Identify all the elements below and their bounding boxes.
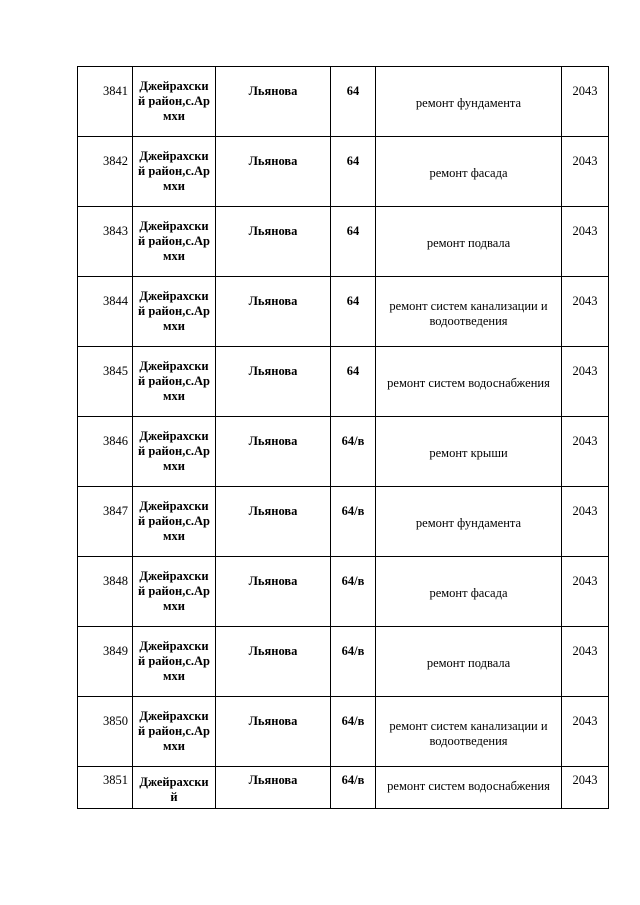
year-value: 2043 — [572, 574, 598, 588]
street-name: Льянова — [248, 714, 298, 728]
row-number: 3848 — [103, 574, 128, 588]
work-type-cell — [376, 67, 562, 137]
row-number-cell — [78, 277, 133, 347]
year-value: 2043 — [572, 364, 598, 378]
row-number-cell — [78, 137, 133, 207]
house-number: 64 — [346, 364, 360, 378]
row-number: 3851 — [103, 773, 128, 787]
row-number: 3845 — [103, 364, 128, 378]
street-cell — [216, 487, 331, 557]
work-type-cell — [376, 767, 562, 809]
table-row — [78, 627, 609, 697]
row-number-cell — [78, 347, 133, 417]
work-type-cell — [376, 207, 562, 277]
work-type: ремонт фасада — [429, 166, 508, 180]
district-name: Джейрахский район,с.Армхи — [138, 639, 210, 683]
street-name: Льянова — [248, 504, 298, 518]
year-value: 2043 — [572, 224, 598, 238]
house-cell — [331, 767, 376, 809]
house-cell — [331, 137, 376, 207]
year-value: 2043 — [572, 294, 598, 308]
house-cell — [331, 207, 376, 277]
street-name: Льянова — [248, 773, 298, 787]
district-cell — [133, 67, 216, 137]
year-cell — [562, 207, 609, 277]
table-row — [78, 277, 609, 347]
table-body — [78, 67, 609, 809]
table-row — [78, 347, 609, 417]
year-value: 2043 — [572, 644, 598, 658]
year-cell — [562, 697, 609, 767]
district-cell — [133, 207, 216, 277]
street-cell — [216, 767, 331, 809]
work-type-cell — [376, 347, 562, 417]
work-type: ремонт крыши — [429, 446, 508, 460]
house-number: 64/в — [341, 434, 365, 448]
table-row — [78, 67, 609, 137]
street-name: Льянова — [248, 574, 298, 588]
year-value: 2043 — [572, 504, 598, 518]
work-type-cell — [376, 487, 562, 557]
work-type-cell — [376, 277, 562, 347]
house-number: 64 — [346, 154, 360, 168]
house-cell — [331, 557, 376, 627]
work-type: ремонт фундамента — [415, 96, 522, 110]
year-cell — [562, 347, 609, 417]
street-name: Льянова — [248, 434, 298, 448]
house-cell — [331, 347, 376, 417]
district-cell — [133, 627, 216, 697]
table-row — [78, 557, 609, 627]
work-type: ремонт систем канализации и водоотведения — [389, 298, 548, 328]
row-number-cell — [78, 557, 133, 627]
street-name: Льянова — [248, 364, 298, 378]
year-cell — [562, 767, 609, 809]
house-number: 64/в — [341, 644, 365, 658]
district-name: Джейрахский район,с.Армхи — [138, 709, 210, 753]
district-cell — [133, 697, 216, 767]
house-cell — [331, 697, 376, 767]
year-value: 2043 — [572, 773, 598, 787]
row-number: 3847 — [103, 504, 128, 518]
row-number: 3846 — [103, 434, 128, 448]
row-number: 3849 — [103, 644, 128, 658]
year-value: 2043 — [572, 434, 598, 448]
row-number: 3842 — [103, 154, 128, 168]
work-type: ремонт систем водоснабжения — [387, 779, 550, 793]
street-cell — [216, 697, 331, 767]
year-cell — [562, 67, 609, 137]
year-cell — [562, 417, 609, 487]
table-row — [78, 767, 609, 809]
street-name: Льянова — [248, 154, 298, 168]
district-cell — [133, 767, 216, 809]
street-cell — [216, 137, 331, 207]
house-cell — [331, 627, 376, 697]
year-cell — [562, 557, 609, 627]
table-row — [78, 697, 609, 767]
table-row — [78, 137, 609, 207]
row-number: 3844 — [103, 294, 128, 308]
district-name: Джейрахский район,с.Армхи — [138, 79, 210, 123]
house-number: 64/в — [341, 714, 365, 728]
year-cell — [562, 627, 609, 697]
row-number-cell — [78, 67, 133, 137]
street-name: Льянова — [248, 294, 298, 308]
repair-schedule-table — [77, 66, 609, 809]
district-cell — [133, 557, 216, 627]
row-number-cell — [78, 767, 133, 809]
work-type: ремонт подвала — [426, 236, 511, 250]
house-number: 64 — [346, 294, 360, 308]
work-type-cell — [376, 627, 562, 697]
street-name: Льянова — [248, 224, 298, 238]
house-number: 64/в — [341, 504, 365, 518]
year-value: 2043 — [572, 84, 598, 98]
district-name: Джейрахский район,с.Армхи — [138, 499, 210, 543]
district-name: Джейрахский район,с.Армхи — [138, 429, 210, 473]
street-cell — [216, 207, 331, 277]
row-number: 3850 — [103, 714, 128, 728]
district-name: Джейрахский район,с.Армхи — [138, 289, 210, 333]
row-number: 3843 — [103, 224, 128, 238]
row-number: 3841 — [103, 84, 128, 98]
row-number-cell — [78, 417, 133, 487]
work-type: ремонт подвала — [426, 656, 511, 670]
work-type-cell — [376, 697, 562, 767]
street-cell — [216, 347, 331, 417]
year-value: 2043 — [572, 154, 598, 168]
house-cell — [331, 67, 376, 137]
table-row — [78, 487, 609, 557]
street-cell — [216, 67, 331, 137]
work-type: ремонт систем канализации и водоотведения — [389, 718, 548, 748]
district-name: Джейрахский район,с.Армхи — [138, 359, 210, 403]
work-type: ремонт фундамента — [415, 516, 522, 530]
year-cell — [562, 277, 609, 347]
district-name: Джейрахский район,с.Армхи — [138, 569, 210, 613]
year-cell — [562, 487, 609, 557]
work-type-cell — [376, 417, 562, 487]
street-cell — [216, 277, 331, 347]
district-name: Джейрахский — [139, 775, 209, 804]
district-name: Джейрахский район,с.Армхи — [138, 149, 210, 193]
row-number-cell — [78, 487, 133, 557]
street-cell — [216, 557, 331, 627]
table-row — [78, 417, 609, 487]
street-name: Льянова — [248, 84, 298, 98]
table-row — [78, 207, 609, 277]
district-name: Джейрахский район,с.Армхи — [138, 219, 210, 263]
work-type: ремонт систем водоснабжения — [387, 376, 550, 390]
district-cell — [133, 347, 216, 417]
district-cell — [133, 277, 216, 347]
district-cell — [133, 487, 216, 557]
row-number-cell — [78, 207, 133, 277]
house-cell — [331, 277, 376, 347]
work-type-cell — [376, 137, 562, 207]
district-cell — [133, 137, 216, 207]
year-cell — [562, 137, 609, 207]
house-number: 64/в — [341, 574, 365, 588]
work-type-cell — [376, 557, 562, 627]
street-cell — [216, 627, 331, 697]
house-number: 64 — [346, 84, 360, 98]
district-cell — [133, 417, 216, 487]
house-number: 64 — [346, 224, 360, 238]
year-value: 2043 — [572, 714, 598, 728]
row-number-cell — [78, 697, 133, 767]
row-number-cell — [78, 627, 133, 697]
street-name: Льянова — [248, 644, 298, 658]
work-type: ремонт фасада — [429, 586, 508, 600]
house-number: 64/в — [341, 773, 365, 787]
house-cell — [331, 487, 376, 557]
house-cell — [331, 417, 376, 487]
street-cell — [216, 417, 331, 487]
